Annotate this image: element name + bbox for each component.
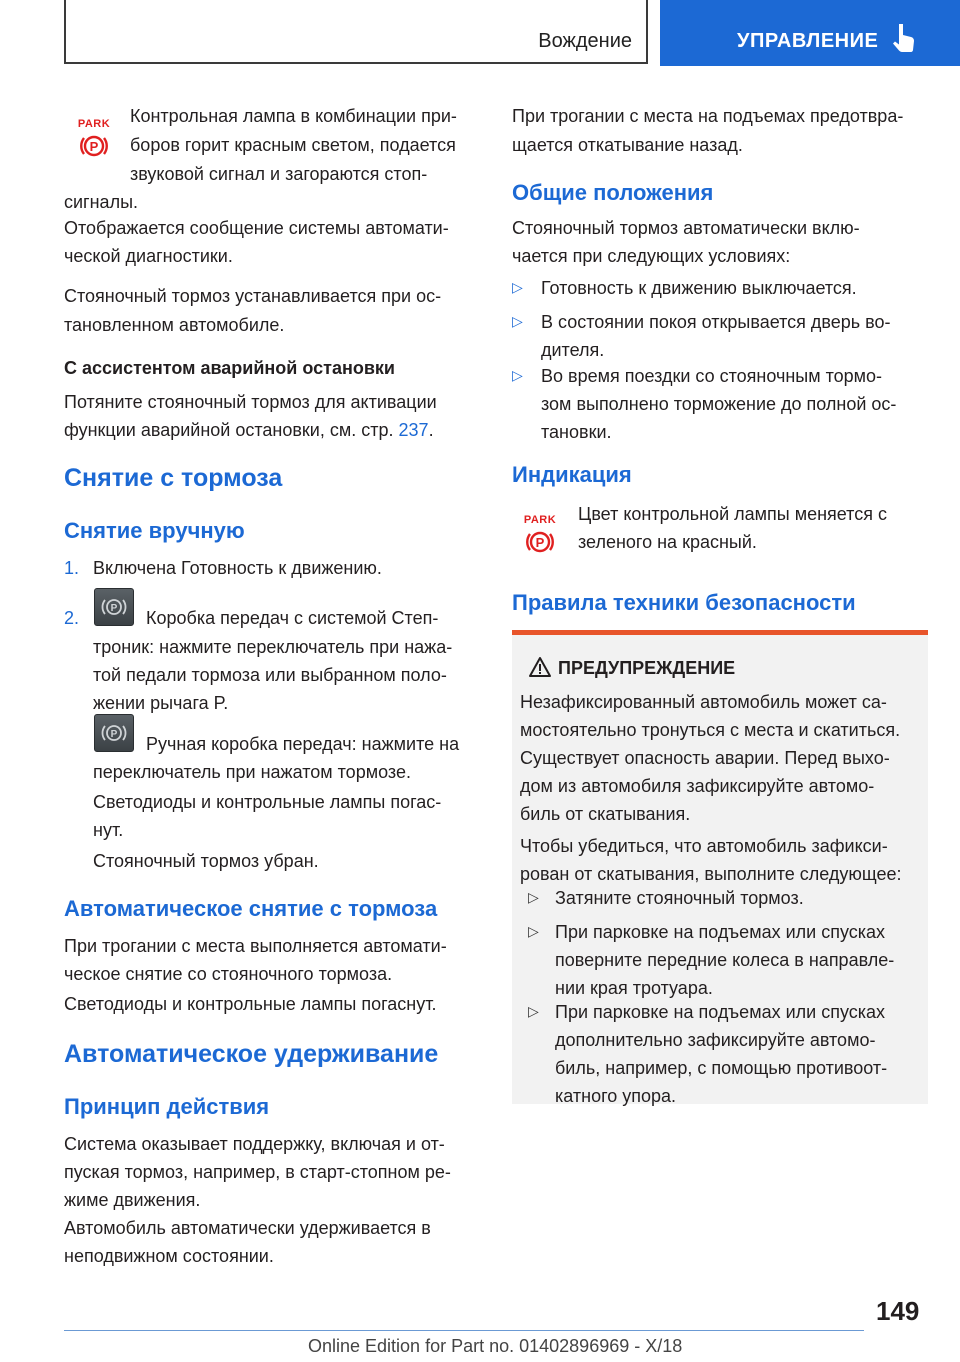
leds-off-text: Светодиоды и контрольные лампы погаснут. (64, 994, 437, 1014)
intro-line-3: звуковой сигнал и загораются стоп- (130, 164, 428, 184)
warn-bullet-3-line-2: дополнительно зафиксируйте автомо- (555, 1030, 876, 1050)
hold-line-2: неподвижном состоянии. (64, 1246, 274, 1266)
assist-line-1: Потяните стояночный тормоз для активации (64, 392, 437, 412)
step-2-num: 2. (64, 608, 80, 628)
step-1-number: 1. (64, 558, 80, 578)
warning-title: ПРЕДУПРЕЖДЕНИЕ (558, 658, 736, 678)
parking-brake-switch-icon-manual (94, 714, 134, 752)
display-line-2: ческой диагностики. (64, 246, 233, 266)
park-indicator-icon (518, 514, 562, 558)
assist-heading: С ассистентом аварийной остановки (64, 358, 395, 378)
hand-pointer-icon (892, 22, 916, 52)
warn-bullet-2-line-2: поверните передние колеса в направле- (555, 950, 895, 970)
leds-line-1: Светодиоды и контрольные лампы погас- (93, 792, 442, 812)
warn-bullet-3-line-4: катного упора. (555, 1086, 677, 1106)
svg-text:P: P (535, 535, 545, 550)
bullet-1-line-1: Готовность к движению выключается. (541, 278, 857, 298)
step-2-number (64, 604, 93, 633)
principle-line-2: пуская тормоз, например, в старт-стопном ре- (64, 1162, 451, 1182)
set-line-1: Стояночный тормоз устанавливается при ос- (64, 286, 442, 306)
bullet-triangle-icon: ▷ (512, 313, 523, 329)
general-line-1: Стояночный тормоз автоматически вклю- (512, 218, 860, 238)
top-line-2: щается откатывание назад. (512, 135, 743, 155)
step-2-line-4: жении рычага P. (93, 693, 229, 713)
warn-bullet-2-line-3: нии края тротуара. (555, 978, 713, 998)
park-brake-symbol (80, 132, 108, 160)
warn-bullet-3-line-1: При парковке на подъемах или спусках (555, 1002, 886, 1022)
page-number: 149 (876, 1296, 920, 1326)
assist-line-2 (64, 416, 434, 445)
bullet-2-line-2: дителя. (541, 340, 605, 360)
general-heading: Общие положения (512, 180, 714, 205)
bullet-triangle-icon: ▷ (512, 279, 523, 295)
warn-bullet-1-line-1: Затяните стояночный тормоз. (555, 888, 804, 908)
bullet-3-line-3: тановки. (541, 422, 612, 442)
safety-heading: Правила техники безопасности (512, 590, 856, 615)
principle-heading: Принцип действия (64, 1094, 270, 1119)
intro-line-4: сигналы. (64, 192, 139, 212)
assist-period: . (428, 420, 434, 440)
step-2-line-2: троник: нажмите переключатель при нажа- (93, 637, 453, 657)
warning-triangle-icon (528, 656, 552, 678)
warning-p2-line-2: рован от скатывания, выполните следующее: (520, 864, 902, 884)
park-warning-icon (72, 118, 116, 162)
step-2-line-3: той педали тормоза или выбранном поло- (93, 665, 447, 685)
auto-release-heading: Автоматическое снятие с тормоза (64, 896, 438, 921)
warning-p1-line-3: Существует опасность аварии. Перед выхо- (520, 748, 890, 768)
indication-heading: Индикация (512, 462, 632, 487)
svg-text:P: P (110, 603, 118, 614)
intro-line-1: Контрольная лампа в комбинации при- (130, 106, 457, 126)
top-line-1: При трогании с места на подъемах предотвра- (512, 106, 904, 126)
hold-line-1: Автомобиль автоматически удерживается в (64, 1218, 431, 1238)
indication-line-2: зеленого на красный. (578, 532, 757, 552)
manual-line-1: Ручная коробка передач: нажмите на (146, 734, 460, 754)
bullet-triangle-icon: ▷ (528, 1003, 539, 1019)
release-heading: Снятие с тормоза (64, 464, 283, 492)
leds-line-2: нут. (93, 820, 124, 840)
warning-p1-line-5: биль от скатывания. (520, 804, 691, 824)
bullet-2-line-1: В состоянии покоя открывается дверь во- (541, 312, 891, 332)
manual-line-2: переключатель при нажатом тормозе. (93, 762, 411, 782)
warning-p2-line-1: Чтобы убедиться, что автомобиль зафикси- (520, 836, 888, 856)
bullet-triangle-icon: ▷ (512, 367, 523, 383)
park-label-right: PARK (523, 514, 557, 526)
bullet-triangle-icon: ▷ (528, 889, 539, 905)
indication-line-1: Цвет контрольной лампы меняется с (578, 504, 887, 524)
auto-release-line-2: ческое снятие со стояночного тормоза. (64, 964, 393, 984)
bullet-3-line-1: Во время поездки со стояночным тормо- (541, 366, 883, 386)
park-brake-symbol-right (526, 528, 554, 556)
principle-line-1: Система оказывает поддержку, включая и от- (64, 1134, 445, 1154)
general-line-2: чается при следующих условиях: (512, 246, 791, 266)
intro-line-2: боров горит красным светом, подается (130, 135, 456, 155)
footer-divider (64, 1330, 864, 1331)
step-2-line-1: Коробка передач с системой Степ- (146, 608, 439, 628)
warn-bullet-2-line-1: При парковке на подъемах или спусках (555, 922, 886, 942)
warning-p1-line-2: мостоятельно тронуться с места и скатиться. (520, 720, 901, 740)
auto-hold-heading: Автоматическое удерживание (64, 1040, 439, 1068)
header-chapter-tab (660, 0, 960, 66)
warning-p1-line-4: дом из автомобиля зафиксируйте автомо- (520, 776, 875, 796)
svg-text:P: P (110, 729, 118, 740)
park-label: PARK (77, 118, 111, 130)
bullet-triangle-icon: ▷ (528, 923, 539, 939)
display-line-1: Отображается сообщение системы автомати- (64, 218, 449, 238)
header-section-tab (64, 0, 648, 64)
assist-text: функции аварийной остановки, см. стр. (64, 420, 394, 440)
step-1-text: Включена Готовность к движению. (93, 558, 382, 578)
step-1 (64, 554, 382, 583)
svg-text:P: P (89, 139, 99, 154)
header-section-title: Вождение (538, 30, 632, 52)
auto-release-line-1: При трогании с места выполняется автомати- (64, 936, 447, 956)
header-chapter-title: УПРАВЛЕНИЕ (737, 30, 879, 52)
manual-heading: Снятие вручную (64, 518, 245, 543)
warn-bullet-3-line-3: биль, например, с помощью противоот- (555, 1058, 888, 1078)
page-link-237[interactable]: 237 (398, 420, 429, 440)
set-line-2: тановленном автомобиле. (64, 315, 285, 335)
warning-p1-line-1: Незафиксированный автомобиль может са- (520, 692, 887, 712)
released-text: Стояночный тормоз убран. (93, 851, 319, 871)
footer-edition: Online Edition for Part no. 01402896969 - X/18 (308, 1336, 683, 1356)
principle-line-3: жиме движения. (64, 1190, 201, 1210)
bullet-3-line-2: зом выполнено торможение до полной ос- (541, 394, 897, 414)
parking-brake-switch-icon (94, 588, 134, 626)
